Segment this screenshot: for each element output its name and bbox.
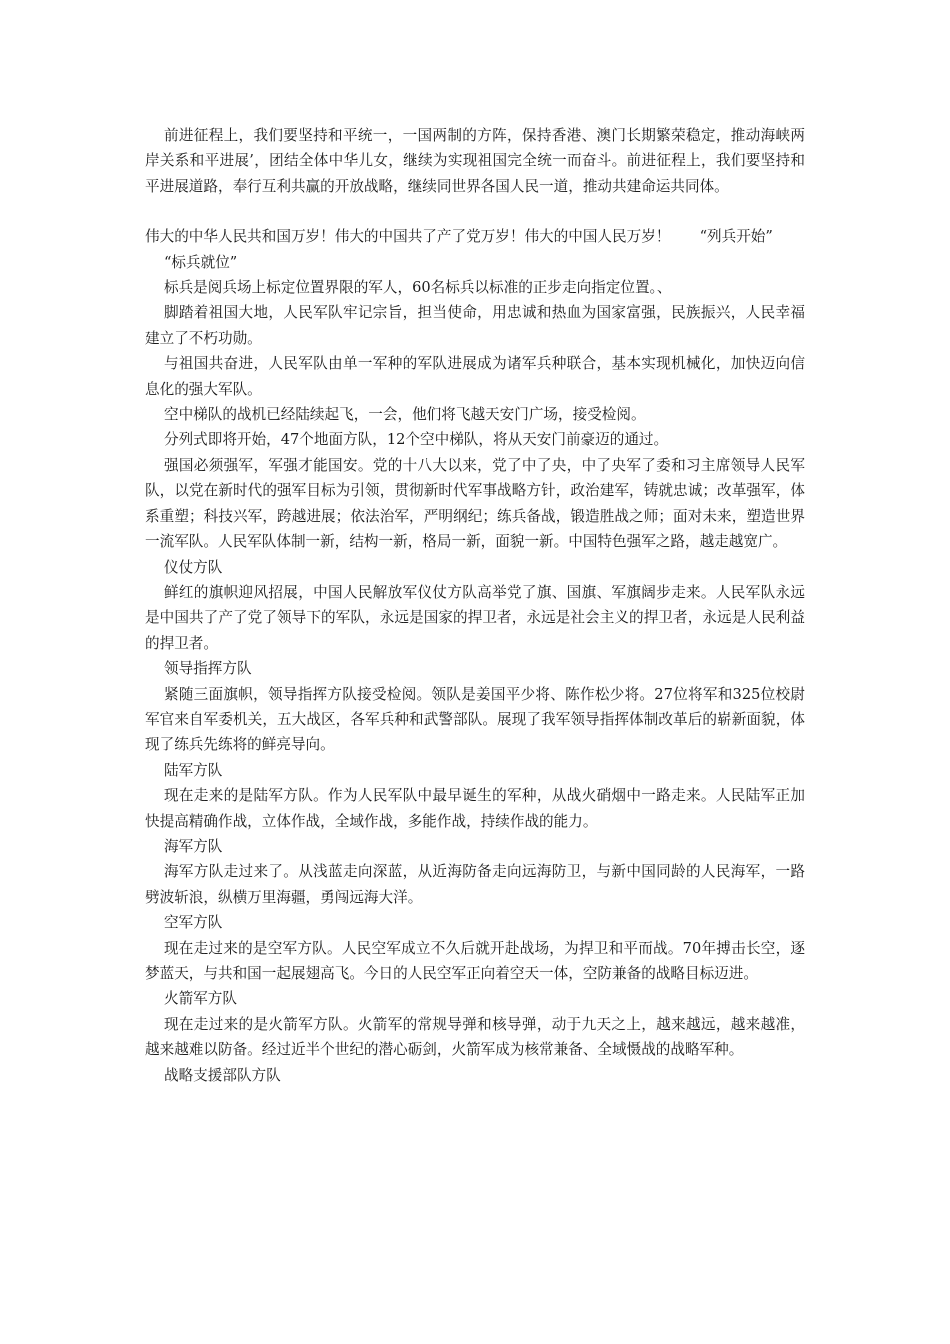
paragraph-kongjun: 现在走过来的是空军方队。人民空军成立不久后就开赴战场，为捍卫和平而战。70年搏击长空，逐梦蓝天，与共和国一起展翅高飞。今日的人民空军正向着空天一体，空防兼备的战略目标迈进。	[145, 939, 805, 982]
paragraph-lujun: 现在走来的是陆军方队。作为人民军队中最早诞生的军种，从战火硝烟中一路走来。人民陆军正加快提高精确作战，立体作战，全域作战，多能作战，持续作战的能力。	[145, 787, 805, 830]
heading-haijun: 海军方队	[163, 837, 223, 855]
paragraph-kongzhong: 空中梯队的战机已经陆续起飞，一会，他们将飞越天安门广场，接受检阅。	[163, 406, 646, 424]
paragraph-lingdao: 紧随三面旗帜，领导指挥方队接受检阅。领队是姜国平少将、陈作松少将。27位将军和325位校尉军官来自军委机关，五大战区，各军兵种和武警部队。展现了我军领导指挥体制改革后的崭新面貌，体现了练兵先练将的鲜亮导向。	[145, 685, 805, 754]
heading-lujun: 陆军方队	[163, 761, 223, 779]
paragraph-gap	[145, 199, 805, 224]
heading-zhanlue: 战略支援部队方队	[163, 1066, 281, 1084]
paragraph-yizhang: 鲜红的旗帜迎风招展，中国人民解放军仪仗方队高举党了旗、国旗、军旗阔步走来。人民军队永远是中国共了产了党了领导下的军队，永远是国家的捍卫者，永远是社会主义的捍卫者，永远是人民利益的捍卫者。	[145, 583, 805, 652]
paragraph-yuzuguo: 与祖国共奋进，人民军队由单一军种的军队进展成为诸军兵种联合，基本实现机械化，加快迈向信息化的强大军队。	[145, 355, 805, 398]
slogans-line: 伟大的中华人民共和国万岁！伟大的中国共了产了党万岁！伟大的中国人民万岁！ “列兵开始”	[145, 228, 773, 246]
paragraph-jiaota: 脚踏着祖国大地，人民军队牢记宗旨，担当使命，用忠诚和热血为国家富强，民族振兴，人民幸福建立了不朽功勋。	[145, 304, 805, 347]
heading-yizhang: 仪仗方队	[163, 558, 223, 576]
paragraph-biaobing: 标兵是阅兵场上标定位置界限的军人，60名标兵以标准的正步走向指定位置。、	[163, 279, 672, 297]
heading-huojian: 火箭军方队	[163, 990, 237, 1008]
heading-lingdao: 领导指挥方队	[163, 660, 252, 678]
paragraph-fenlie: 分列式即将开始，47个地面方队，12个空中梯队，将从天安门前豪迈的通过。	[163, 431, 669, 449]
paragraph-huojian: 现在走过来的是火箭军方队。火箭军的常规导弹和核导弹，动于九天之上，越来越远，越来越准，越来越难以防备。经过近半个世纪的潜心砺剑，火箭军成为核常兼备、全域慑战的战略军种。	[145, 1015, 805, 1059]
heading-kongjun: 空军方队	[163, 914, 223, 932]
document-body	[145, 123, 805, 1088]
intro-paragraph: 前进征程上，我们要坚持和平统一，一国两制的方阵，保持香港、澳门长期繁荣稳定，推动海峡两岸关系和平进展’，团结全体中华儿女，继续为实现祖国完全统一而奋斗。前进征程上，我们要坚持和平进展道路，奉行互利共赢的开放战略，继续同世界各国人民一道，推动共建命运共同体。	[145, 127, 805, 195]
paragraph-haijun: 海军方队走过来了。从浅蓝走向深蓝，从近海防备走向远海防卫，与新中国同龄的人民海军，一路劈波斩浪，纵横万里海疆，勇闯远海大洋。	[145, 863, 805, 906]
command-biaobing: “标兵就位”	[163, 253, 238, 271]
paragraph-qiangguo: 强国必须强军，军强才能国安。党的十八大以来，党了中了央，中了央军了委和习主席领导人民军队，以党在新时代的强军目标为引领，贯彻新时代军事战略方针，政治建军，铸就忠诚；改革强军，体系重塑；科技兴军，跨越进展；依法治军，严明纲纪；练兵备战，锻造胜战之师；面对未来，塑造世界一流军队。人民军队体制一新，结构一新，格局一新，面貌一新。中国特色强军之路，越走越宽广。	[145, 456, 805, 551]
